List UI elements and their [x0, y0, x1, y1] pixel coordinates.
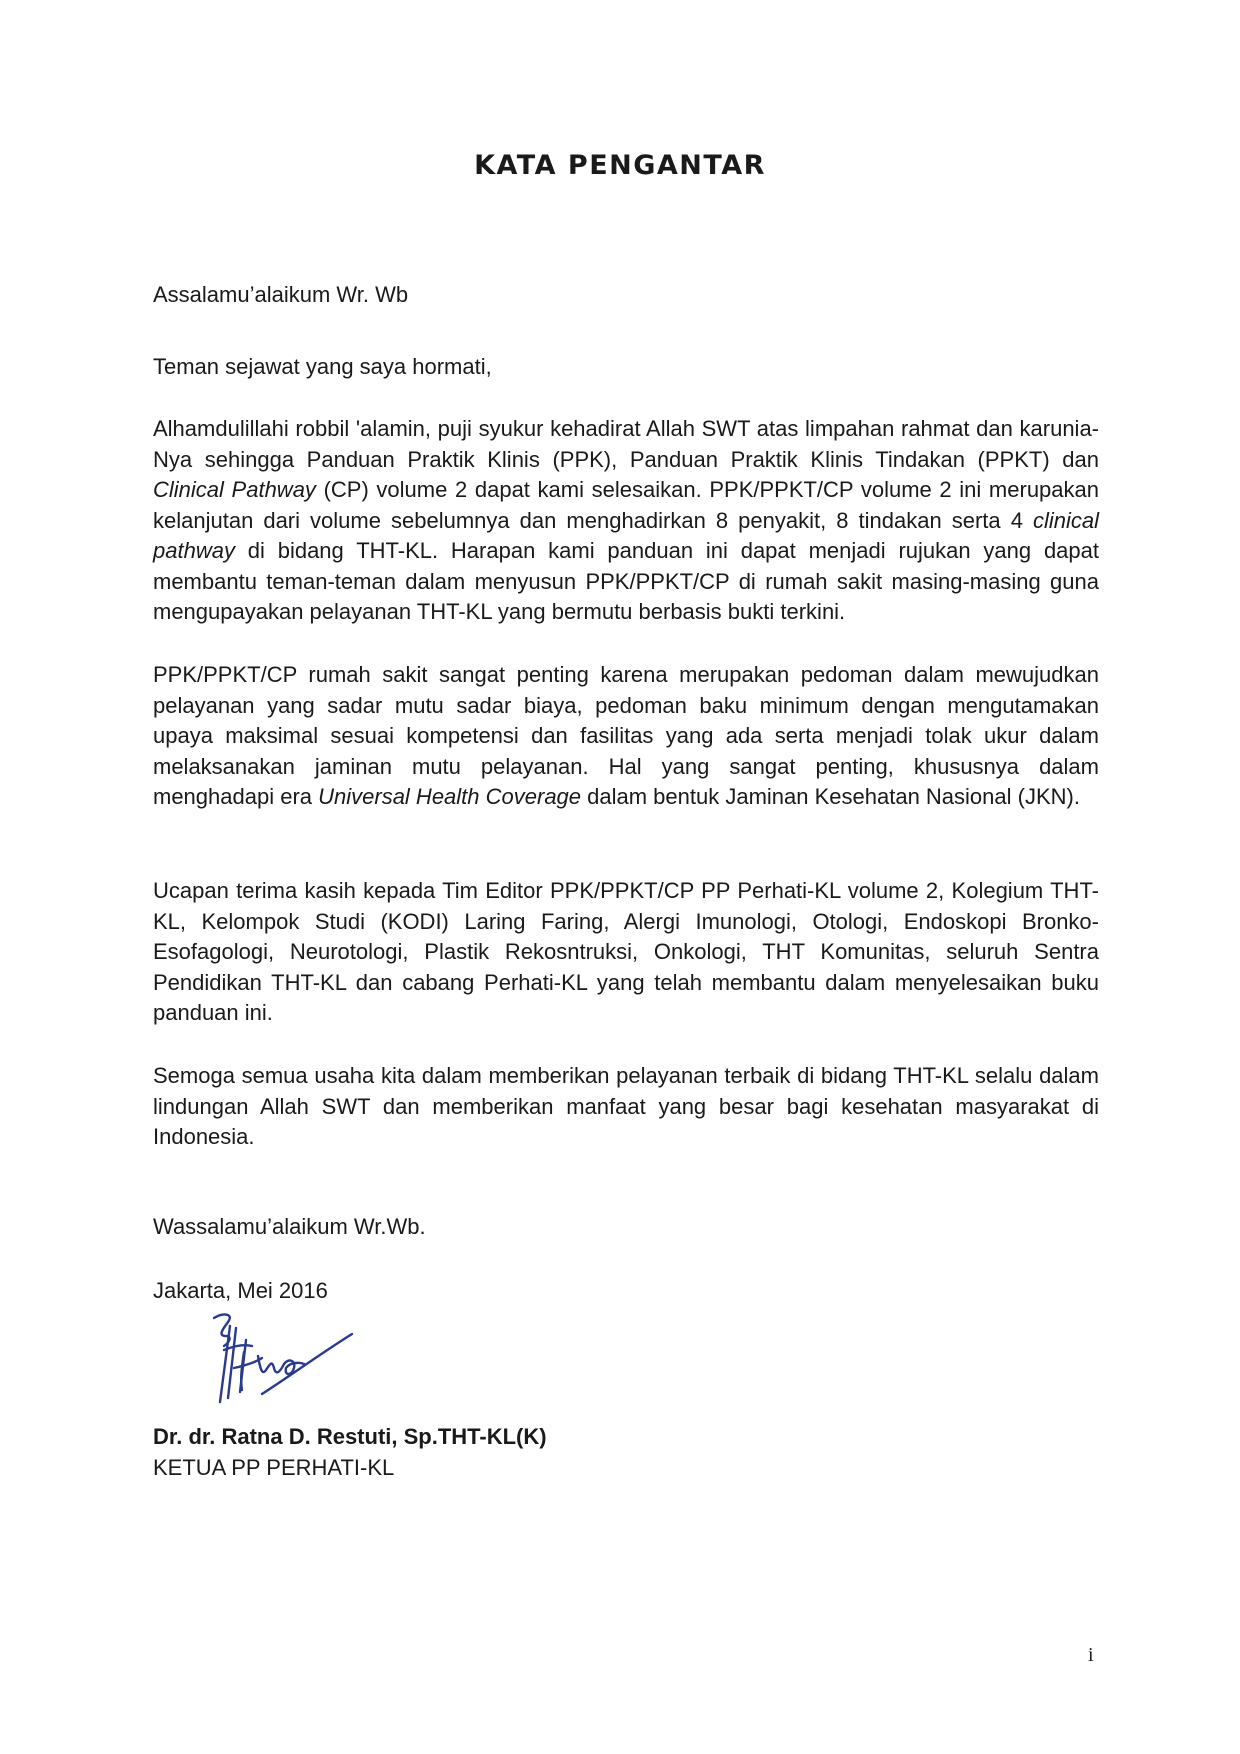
paragraph-3 [153, 876, 1099, 1029]
place-date: Jakarta, Mei 2016 [153, 1278, 328, 1303]
paragraph-1-text-a: Alhamdulillahi robbil 'alamin, puji syukur kehadirat Allah SWT atas limpahan rahmat dan karunia-Nya sehingga Panduan Praktik Klinis (PPK), Panduan Praktik Klinis Tindakan (PPKT) dan [153, 416, 1099, 472]
paragraph-4-text: Semoga semua usaha kita dalam memberikan pelayanan terbaik di bidang THT-KL selalu dalam lindungan Allah SWT dan memberikan manfaat yang besar bagi kesehatan masyarakat di Indonesia. [153, 1063, 1099, 1149]
paragraph-2-text-a: PPK/PPKT/CP rumah sakit sangat penting karena merupakan pedoman dalam mewujudkan pelayanan yang sadar mutu sadar biaya, pedoman baku minimum dengan mengutamakan upaya maksimal sesuai kompetensi dan fasilitas yang ada serta menjadi tolak ukur dalam melaksanakan jaminan mutu pelayanan. Hal yang sangat penting, khususnya dalam menghadapi era [153, 662, 1099, 809]
greeting: Assalamu’alaikum Wr. Wb [153, 282, 409, 307]
signer-title: KETUA PP PERHATI-KL [153, 1455, 395, 1480]
paragraph-1-italic-a: Clinical Pathway [153, 477, 316, 502]
page-number: i [1088, 1644, 1094, 1666]
paragraph-3-text: Ucapan terima kasih kepada Tim Editor PPK/PPKT/CP PP Perhati-KL volume 2, Kolegium THT-KL, Kelompok Studi (KODI) Laring Faring, Alergi Imunologi, Otologi, Endoskopi Bronko-Esofagologi, Neurotologi, Plastik Rekosntruksi, Onkologi, THT Komunitas, seluruh Sentra Pendidikan THT-KL dan cabang Perhati-KL yang telah membantu dalam menyelesaikan buku panduan ini. [153, 878, 1099, 1025]
paragraph-1 [153, 414, 1099, 628]
signature-icon [200, 1306, 360, 1416]
paragraph-2-text-b: dalam bentuk Jaminan Kesehatan Nasional (JKN). [581, 784, 1080, 809]
paragraph-1-text-c: di bidang THT-KL. Harapan kami panduan ini dapat menjadi rujukan yang dapat membantu teman-teman dalam menyusun PPK/PPKT/CP di rumah sakit masing-masing guna mengupayakan pelayanan THT-KL yang bermutu berbasis bukti terkini. [153, 538, 1099, 624]
paragraph-4 [153, 1061, 1099, 1153]
paragraph-1-italic-b: clinical pathway [153, 507, 1099, 563]
paragraph-2 [153, 660, 1099, 813]
paragraph-1-text-b: (CP) volume 2 dapat kami selesaikan. PPK/PPKT/CP volume 2 ini merupakan kelanjutan dari volume sebelumnya dan menghadirkan 8 penyakit, 8 tindakan serta 4 [153, 477, 1099, 533]
signer-name: Dr. dr. Ratna D. Restuti, Sp.THT-KL(K) [153, 1424, 547, 1449]
page-title: KATA PENGANTAR [474, 150, 766, 181]
closing-greeting: Wassalamu’alaikum Wr.Wb. [153, 1214, 426, 1239]
salutation: Teman sejawat yang saya hormati, [153, 354, 492, 379]
paragraph-2-italic-a: Universal Health Coverage [318, 784, 582, 809]
